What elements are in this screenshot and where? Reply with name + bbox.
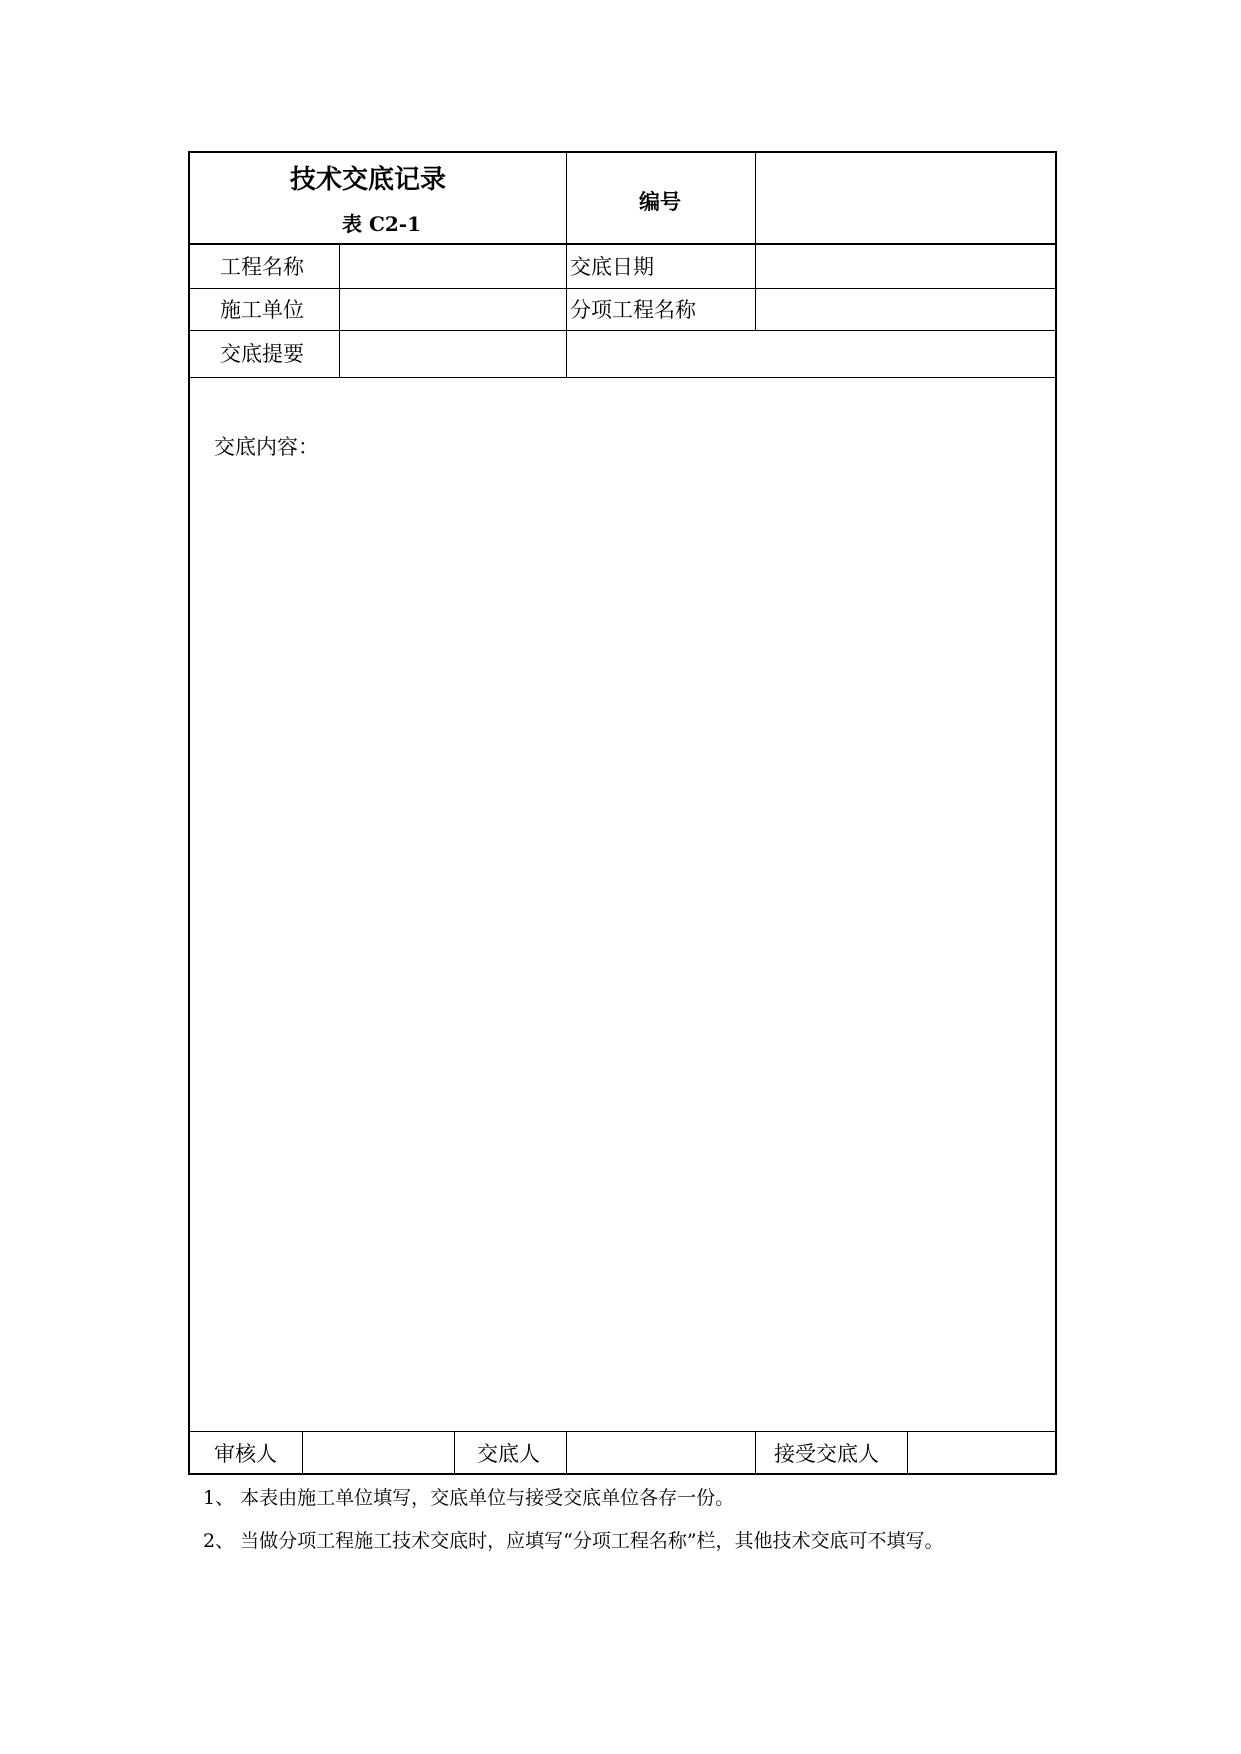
number-label: 编号 [639,190,681,214]
form-code: 表 C2-1 [342,212,422,236]
footer-col-divider-2 [454,1431,455,1475]
row-divider-1 [190,288,1055,289]
row-divider-3 [190,377,1055,378]
form-title: 技术交底记录 [290,165,447,195]
sub-project-field[interactable] [757,290,1053,329]
footer-col-divider-1 [302,1431,303,1475]
content-label: 交底内容： [214,435,319,459]
reviewer-label: 审核人 [214,1442,277,1466]
receiver-field[interactable] [909,1433,1053,1473]
project-name-field[interactable] [341,245,565,287]
technical-disclosure-form [188,151,1057,1475]
content-field[interactable] [192,379,1053,1429]
discloser-label: 交底人 [477,1442,540,1466]
discloser-field[interactable] [568,1433,754,1473]
receiver-label: 接受交底人 [774,1442,879,1466]
disclosure-date-label: 交底日期 [570,255,654,279]
footer-col-divider-4 [755,1431,756,1475]
note-2: 2、 当做分项工程施工技术交底时，应填写“分项工程名称”栏，其他技术交底可不填写。 [203,1530,944,1552]
header-col-divider-2 [755,153,756,330]
reviewer-field[interactable] [304,1433,453,1473]
project-name-label: 工程名称 [220,255,304,279]
row-divider-4 [190,1431,1055,1432]
number-field[interactable] [757,155,1053,241]
summary-field[interactable] [341,332,1053,376]
summary-label: 交底提要 [220,342,304,366]
row-divider-2 [190,330,1055,331]
construction-unit-field[interactable] [341,290,565,329]
construction-unit-label: 施工单位 [220,298,304,322]
disclosure-date-field[interactable] [757,245,1053,287]
footer-col-divider-3 [566,1431,567,1475]
note-1: 1、 本表由施工单位填写，交底单位与接受交底单位各存一份。 [203,1487,735,1509]
sub-project-label: 分项工程名称 [570,298,696,322]
label-col-divider [339,243,340,377]
footer-col-divider-5 [907,1431,908,1475]
